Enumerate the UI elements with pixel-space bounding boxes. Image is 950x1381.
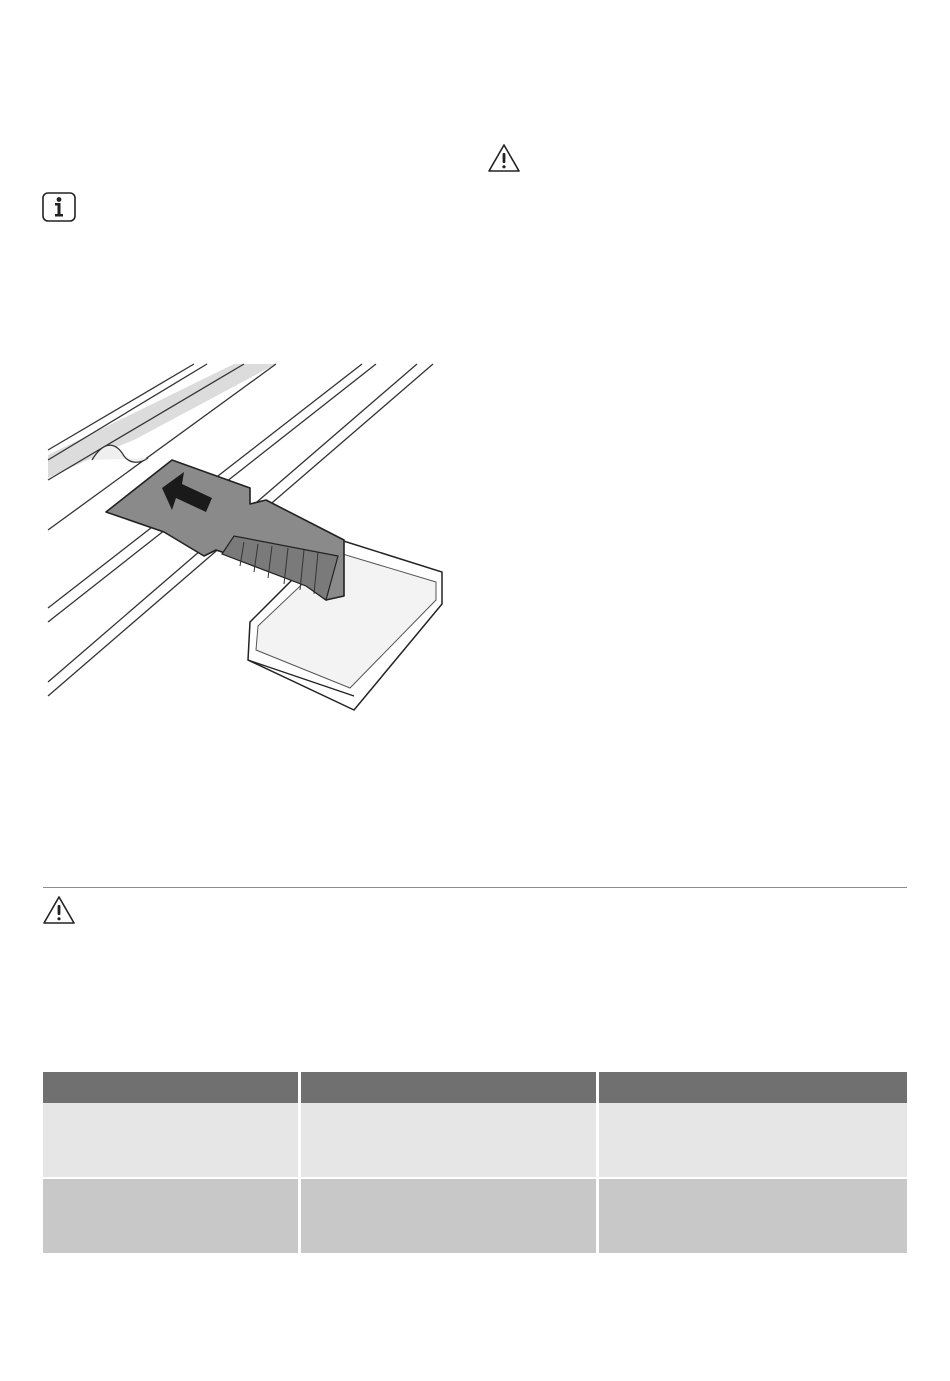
table-row [43,1103,907,1178]
table-cell [43,1178,299,1253]
warning-icon [487,143,521,173]
table-cell [299,1103,597,1178]
defrost-scraper-illustration [44,360,454,720]
table-cell [299,1178,597,1253]
table-cell [43,1103,299,1178]
table-cell [597,1103,907,1178]
table-header-cell [43,1072,299,1103]
table-row [43,1178,907,1253]
table-header-cell [597,1072,907,1103]
table-header-cell [299,1072,597,1103]
warning-icon [42,895,76,925]
table-cell [597,1178,907,1253]
table-header-row [43,1072,907,1103]
troubleshooting-table [43,1072,907,1253]
info-icon [42,192,76,222]
section-divider [43,887,907,888]
